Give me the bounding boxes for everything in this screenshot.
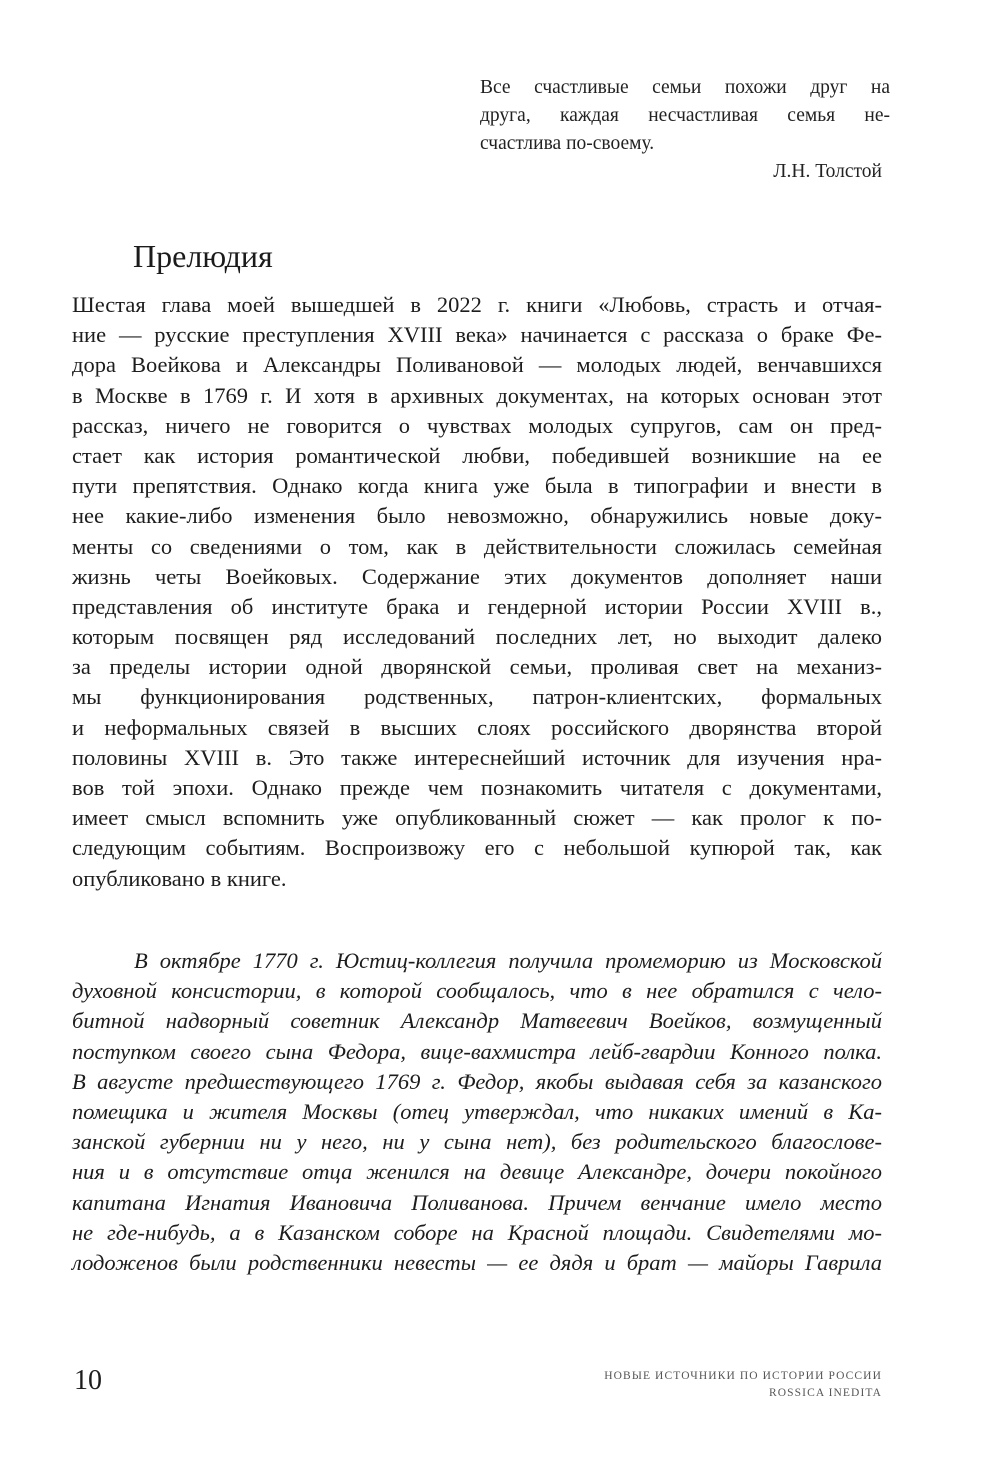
text-line: помещика и жителя Москвы (отец утверждал, что никаких имений в Ка- — [72, 1098, 882, 1124]
text-line: мы функционирования родственных, патрон-клиентских, формальных — [72, 684, 882, 710]
epigraph — [480, 74, 890, 158]
text-line: менты со сведениями о том, как в действительности сложилась семейная — [72, 533, 882, 559]
text-line: капитана Игнатия Ивановича Поливанова. Причем венчание имело место — [72, 1189, 882, 1215]
text-line: лодоженов были родственники невесты — ее дядя и брат — майоры Гаврила — [72, 1249, 882, 1275]
text-line: занской губернии ни у него, ни у сына нет), без родительского благослове- — [72, 1129, 882, 1155]
text-line: половины XVIII в. Это также интереснейший источник для изучения нра- — [72, 744, 882, 770]
text-line: нее какие-либо изменения было невозможно, обнаружились новые доку- — [72, 503, 882, 529]
text-line: представления об институте брака и гендерной истории России XVIII в., — [72, 593, 882, 619]
epigraph-line: Все счастливые семьи похожи друг на — [480, 77, 890, 98]
text-line: битной надворный советник Александр Матвеевич Воейков, возмущенный — [72, 1008, 882, 1034]
paragraph-quoted-excerpt — [72, 946, 882, 1278]
text-line: дора Воейкова и Александры Поливановой — молодых людей, венчавшихся — [72, 352, 882, 378]
running-footer — [604, 1368, 882, 1402]
text-line: рассказ, ничего не говорится о чувствах молодых супругов, сам он пред- — [72, 412, 882, 438]
text-line: жизнь четы Воейковых. Содержание этих документов дополняет наши — [72, 563, 882, 589]
epigraph-line: счастлива по-своему. — [480, 133, 655, 154]
text-line: стает как история романтической любви, победившей возникшие на ее — [72, 442, 882, 468]
epigraph-line: друга, каждая несчастливая семья не- — [480, 105, 890, 126]
text-line: В августе предшествующего 1769 г. Федор, якобы выдавая себя за казанского — [72, 1068, 882, 1094]
text-line: поступком своего сына Федора, вице-вахмистра лейб-гвардии Конного полка. — [72, 1038, 882, 1064]
text-line: имеет смысл вспомнить уже опубликованный сюжет — как пролог к по- — [72, 805, 882, 831]
chapter-title: Прелюдия — [133, 238, 273, 274]
text-line: духовной консистории, в которой сообщалось, что в нее обратился с чело- — [72, 978, 882, 1004]
series-subtitle: ROSSICA INEDITA — [768, 1387, 882, 1399]
text-line: вов той эпохи. Однако прежде чем познакомить читателя с документами, — [72, 775, 882, 800]
text-line: ния и в отсутствие отца женился на девице Александре, дочери покойного — [72, 1159, 882, 1185]
text-line: не где-нибудь, а в Казанском соборе на Красной площади. Свидетелями мо- — [72, 1219, 882, 1245]
epigraph-author: Л.Н. Толстой — [773, 161, 882, 182]
text-line: ние — русские преступления XVIII века» начинается с рассказа о браке Фе- — [72, 322, 882, 348]
text-line: В октябре 1770 г. Юстиц-коллегия получила промеморию из Московской — [134, 948, 882, 973]
text-line: опубликовано в книге. — [72, 865, 287, 891]
text-line: пути препятствия. Однако когда книга уже была в типографии и внести в — [72, 473, 882, 499]
text-line: и неформальных связей в высших слоях российского дворянства второй — [72, 714, 882, 740]
text-line: в Москве в 1769 г. И хотя в архивных документах, на которых основан этот — [72, 382, 882, 408]
text-line: за пределы истории одной дворянской семьи, проливая свет на механиз- — [72, 654, 882, 680]
text-line: следующим событиям. Воспроизвожу его с небольшой купюрой так, как — [72, 835, 882, 861]
text-line: которым посвящен ряд исследований последних лет, но выходит далеко — [72, 624, 882, 650]
text-line: Шестая глава моей вышедшей в 2022 г. книги «Любовь, страсть и отчая- — [72, 292, 882, 317]
paragraph-intro — [72, 290, 882, 894]
page-number: 10 — [74, 1365, 102, 1396]
series-title: НОВЫЕ ИСТОЧНИКИ ПО ИСТОРИИ РОССИИ — [604, 1370, 882, 1382]
